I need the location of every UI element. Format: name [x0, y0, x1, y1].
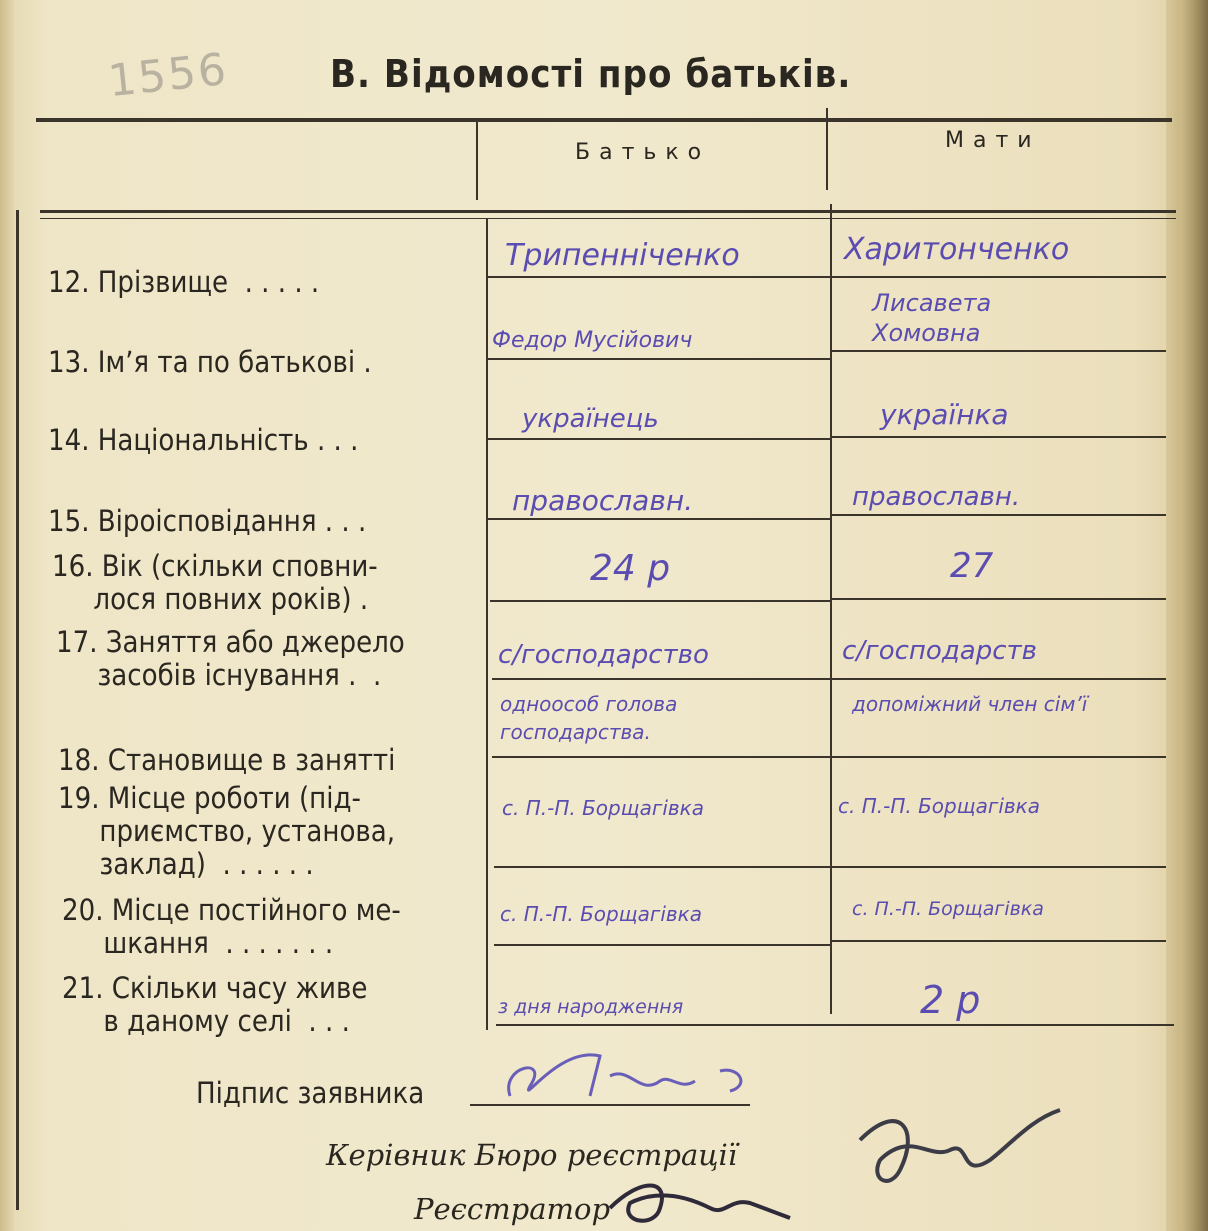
paper-left-edge	[0, 0, 14, 1231]
cell-rule	[830, 940, 1166, 942]
applicant-signature-label: Підпис заявника	[196, 1076, 425, 1110]
cell-rule	[490, 600, 830, 602]
registrar-label: Реєстратор	[414, 1192, 611, 1226]
cell-rule	[496, 1024, 830, 1026]
row-label-age: 16. Вік (скільки сповни- лося повних років) .	[52, 549, 378, 616]
father-religion: православн.	[512, 484, 694, 517]
cell-rule	[486, 276, 830, 278]
father-workplace: с. П.-П. Борщагівка	[502, 796, 705, 820]
father-occupation: с/господарство	[498, 640, 709, 670]
row-label-duration: 21. Скільки часу живе в даному селі . . .	[62, 971, 368, 1038]
father-duration: з дня народження	[498, 996, 684, 1018]
cell-rule	[830, 1024, 1174, 1026]
mother-religion: православн.	[852, 482, 1021, 512]
header-top-rule	[36, 118, 1172, 122]
cell-rule	[830, 276, 1166, 278]
left-border	[16, 210, 19, 1210]
cell-rule	[830, 598, 1166, 600]
father-age: 24 р	[590, 548, 671, 589]
cell-rule	[830, 866, 1166, 868]
cell-rule	[830, 514, 1166, 516]
cell-rule	[830, 756, 1166, 758]
cell-rule	[494, 944, 830, 946]
row-label-name: 13. Ім’я та по батькові .	[48, 345, 372, 379]
cell-rule	[486, 358, 830, 360]
mother-surname: Харитонченко	[844, 232, 1070, 267]
bureau-head-label: Керівник Бюро реєстрації	[326, 1138, 738, 1172]
column-separator-4	[830, 204, 832, 1014]
archive-number: 1556	[105, 43, 231, 108]
cell-rule	[830, 350, 1166, 352]
bureau-head-signature	[840, 1090, 1070, 1200]
header-bottom-rule-2	[40, 218, 1176, 219]
cell-rule	[492, 756, 830, 758]
cell-rule	[494, 866, 830, 868]
cell-rule	[830, 678, 1166, 680]
paper-right-edge	[1166, 0, 1208, 1231]
father-residence: с. П.-П. Борщагівка	[500, 902, 703, 926]
father-surname: Трипенніченко	[505, 238, 740, 273]
row-label-religion: 15. Віроісповідання . . .	[48, 504, 367, 538]
row-label-occupation: 17. Заняття або джерело засобів існування . .	[56, 625, 405, 692]
column-header-father: Батько	[575, 140, 711, 165]
column-header-mother: Мати	[945, 128, 1041, 153]
column-separator-2	[826, 108, 828, 190]
row-label-residence: 20. Місце постійного ме- шкання . . . . . . .	[62, 893, 401, 960]
father-nationality: українець	[522, 404, 659, 434]
mother-nationality: українка	[880, 398, 1009, 431]
mother-workplace: с. П.-П. Борщагівка	[838, 794, 1041, 818]
cell-rule	[486, 518, 830, 520]
father-name: Федор Мусійович	[492, 328, 693, 353]
mother-residence: с. П.-П. Борщагівка	[852, 898, 1044, 920]
column-separator-3	[486, 218, 488, 1030]
mother-name: Лисавета Хомовна	[872, 289, 992, 347]
mother-duration: 2 р	[920, 978, 981, 1022]
row-label-nationality: 14. Національність . . .	[48, 423, 359, 457]
section-title: В. Відомості про батьків.	[330, 52, 852, 96]
cell-rule	[830, 436, 1166, 438]
header-bottom-rule	[40, 210, 1176, 213]
row-label-workplace: 19. Місце роботи (під- приємство, установа, заклад) . . . . . .	[58, 781, 396, 881]
cell-rule	[492, 678, 830, 680]
mother-age: 27	[950, 546, 994, 586]
row-label-position: 18. Становище в занятті	[58, 743, 396, 777]
mother-occupation: с/господарств	[842, 636, 1037, 666]
father-position: одноособ голова господарства.	[500, 692, 678, 744]
cell-rule	[486, 438, 830, 440]
mother-position: допоміжний член сім’ї	[852, 692, 1088, 716]
row-label-surname: 12. Прізвище . . . . .	[48, 265, 320, 299]
applicant-signature	[490, 1036, 770, 1116]
column-separator-1	[476, 118, 478, 200]
registrar-signature	[600, 1168, 800, 1231]
